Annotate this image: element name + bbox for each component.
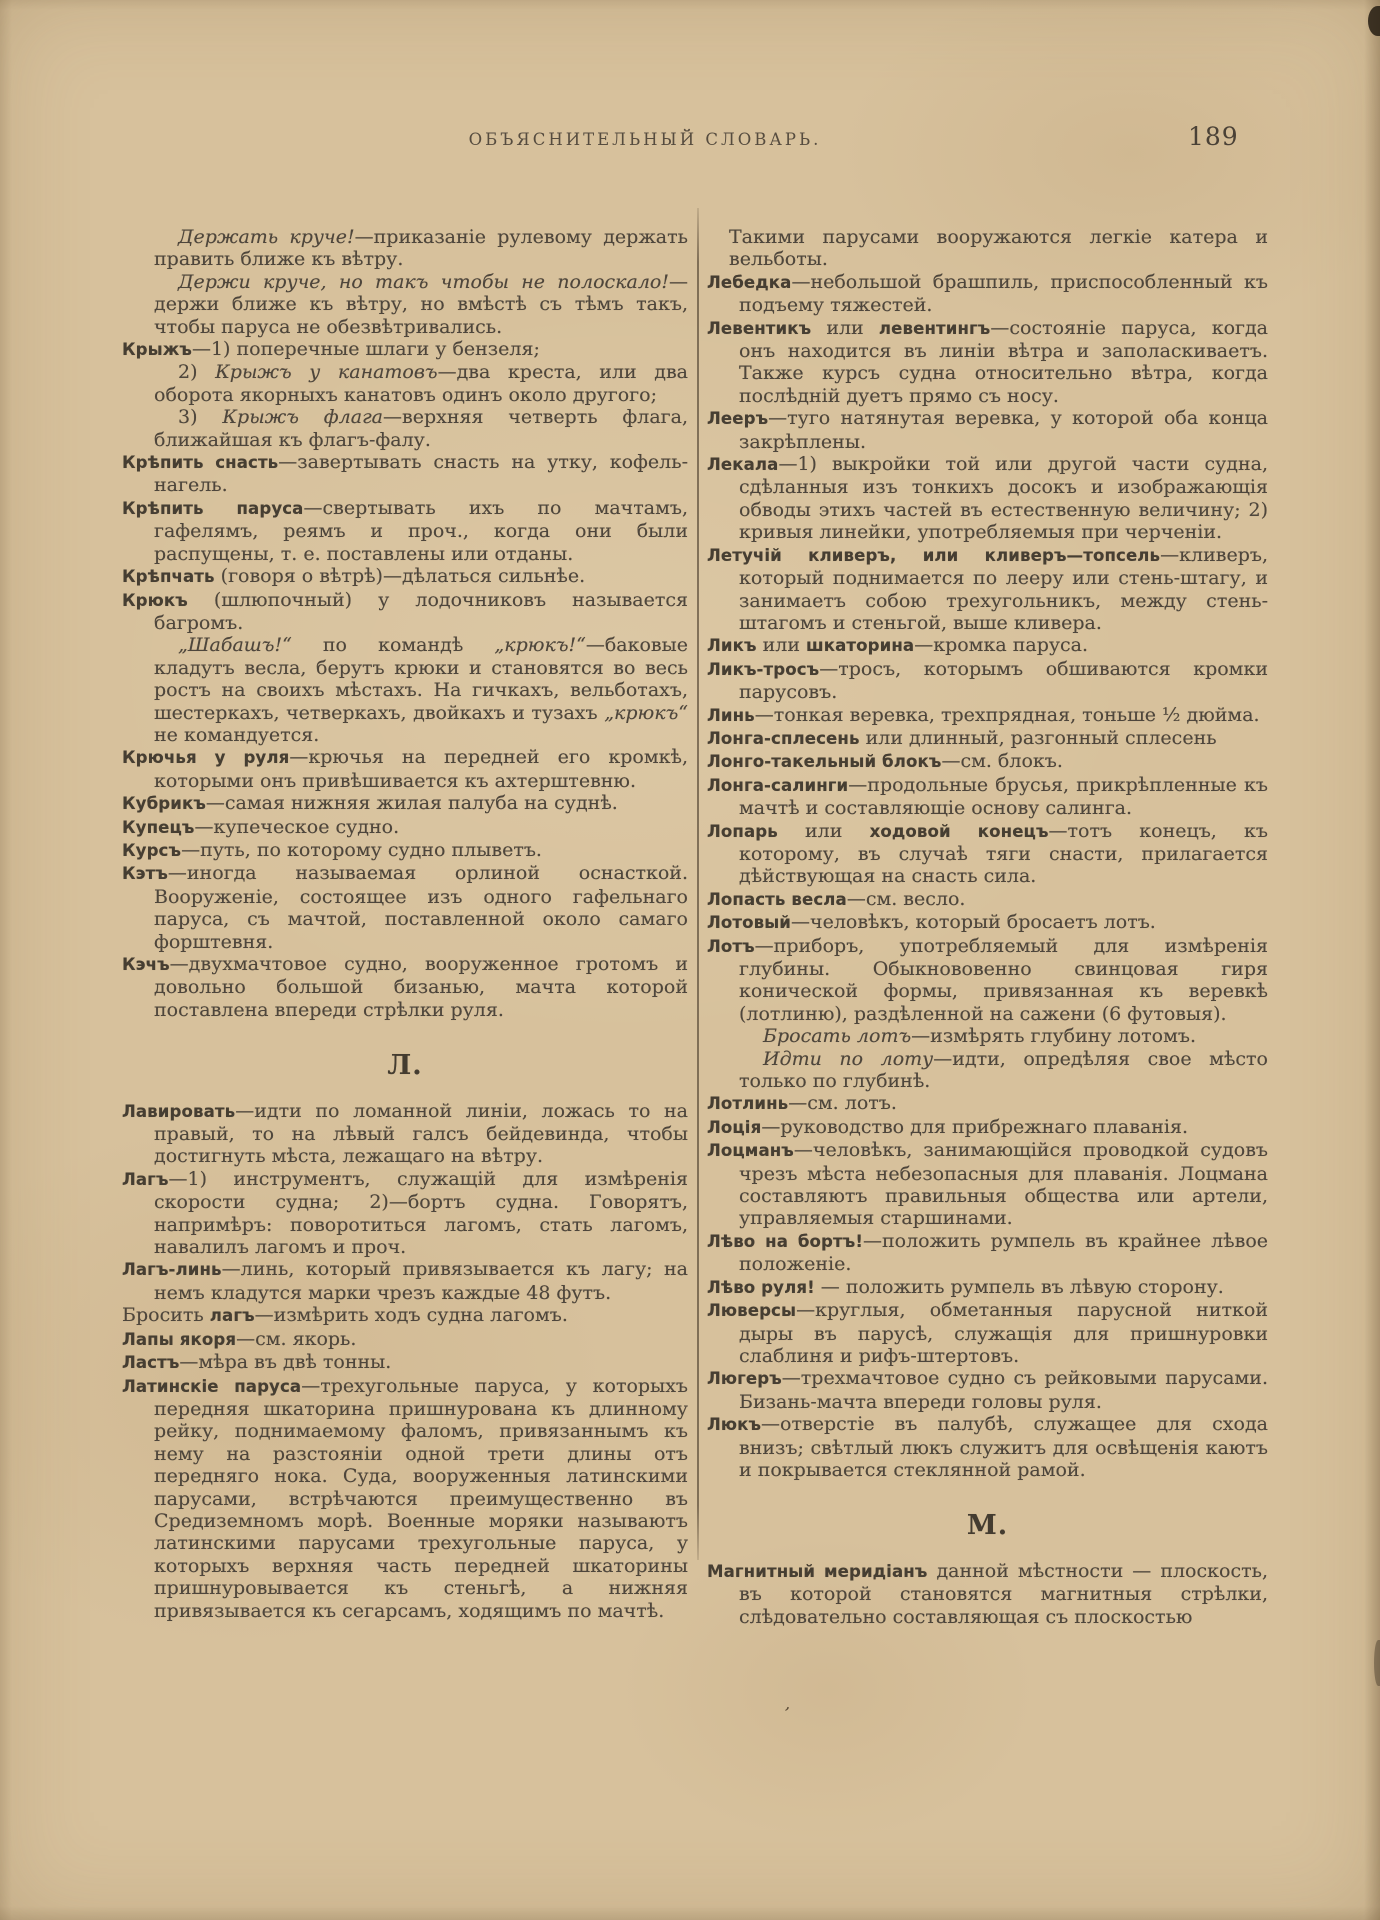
headword: Лонга-салинги (707, 775, 849, 795)
headword: Купецъ (122, 817, 195, 837)
dictionary-entry (707, 727, 1268, 750)
dictionary-entry (122, 792, 688, 815)
definition-text: —отверстіе въ палубѣ, служащее для схода внизъ; свѣтлый люкъ служитъ для освѣщенія каютъ и покрывается стеклянной рамой. (739, 1413, 1268, 1481)
dictionary-entry (122, 1258, 688, 1304)
definition-text: —1) выкройки той или другой части судна, сдѣланныя изъ тонкихъ досокъ и изображающія обводы этихъ частей въ естественную величину; 2) кривыя линейки, употребляемыя при черченіи. (739, 453, 1268, 544)
headword: Лагъ (122, 1169, 169, 1189)
definition-text: —иногда называемая орлиной оснасткой. Вооруженіе, состоящее изъ одного гафельнаго паруса, съ мачтой, поставленной около самаго форштевня. (154, 862, 688, 953)
dictionary-entry (707, 1413, 1268, 1481)
definition-text: —баковые кладутъ весла, берутъ крюки и становятся во весь ростъ на своихъ мѣстахъ. На гичкахъ, вельботахъ, шестеркахъ, четверкахъ, двойкахъ и тузахъ (154, 634, 688, 724)
definition-text: —два креста, или два оборота якорныхъ канатовъ одинъ около другого; (154, 361, 688, 406)
headword: Ликъ (707, 636, 757, 656)
headword: шкаторина (806, 636, 915, 656)
headword: Лавировать (122, 1101, 236, 1121)
headword: Лонга-сплесень (707, 728, 860, 748)
definition-text: —руководство для прибрежнаго плаванія. (761, 1115, 1189, 1138)
dictionary-entry (707, 704, 1268, 727)
definition-text: —человѣкъ, занимающійся проводкой судовъ чрезъ мѣста небезопасныя для плаванія. Лоцмана составляютъ правильныя общества или артели, управляемыя старшинами. (739, 1139, 1268, 1230)
running-head: ОБЪЯСНИТЕЛЬНЫЙ СЛОВАРЬ. (468, 130, 822, 149)
definition-text: или длинный, разгонный сплесень (859, 726, 1217, 749)
definition-text: —путь, по которому судно плыветъ. (181, 838, 542, 861)
headword: Лагъ-линь (122, 1260, 222, 1280)
dictionary-entry (707, 1367, 1268, 1413)
headword: Курсъ (122, 840, 182, 860)
dictionary-entry (707, 750, 1268, 773)
headword: Лѣво на бортъ! (707, 1231, 863, 1251)
headword: Кэтъ (122, 864, 168, 884)
italic-term: Идти по лоту (763, 1047, 934, 1070)
italic-term: „крюкъ“ (604, 701, 688, 724)
definition-text: —тотъ конецъ, къ которому, въ случаѣ тяги снасти, прилагается дѣйствующая на снасть сила. (739, 819, 1268, 888)
headword: Лекала (707, 455, 779, 475)
dictionary-entry (122, 746, 688, 792)
scan-speck-corner (1368, 6, 1380, 36)
definition-text: —свертывать ихъ по мачтамъ, гафелямъ, реямъ и проч., когда они были распущены, т. е. поставлены или отданы. (154, 496, 688, 565)
headword: Лебедка (707, 272, 792, 292)
headword: Кубрикъ (122, 794, 206, 814)
definition-text: (говоря о вѣтрѣ)—дѣлаться сильнѣе. (214, 565, 586, 588)
headword: Лопарь (707, 821, 778, 841)
dictionary-entry (122, 406, 688, 451)
definition-text: или (777, 819, 870, 842)
section-letter-heading: М. (966, 1510, 1009, 1542)
definition-text: —круглыя, обметанныя парусной ниткой дыры въ парусѣ, служащія для пришнуровки слаблиня и рифъ-штертовъ. (739, 1299, 1268, 1367)
dictionary-entry (122, 451, 688, 497)
dictionary-entry (122, 1375, 688, 1622)
definition-text: —приборъ, употребляемый для измѣренія глубины. Обыкнововенно свинцовая гиря конической формы, привязанная къ веревкѣ (лотлиню), раздѣленной на сажени (6 футовыя). (739, 934, 1268, 1025)
headword: Лонго-такельный блокъ (707, 752, 942, 772)
italic-term: Крыжъ у канатовъ (215, 361, 438, 384)
definition-text: —продольные брусья, прикрѣпленные къ мачтѣ и составляющіе основу салинга. (739, 773, 1268, 820)
definition-text: (шлюпочный) у лодочниковъ называется багромъ. (154, 588, 688, 634)
scan-speck-edge (1374, 1640, 1380, 1686)
headword: Летучій кливеръ, или кливеръ—топсель (707, 545, 1161, 565)
headword: ходовой конецъ (869, 821, 1049, 841)
dictionary-entry (122, 1304, 688, 1327)
definition-text: —приказаніе рулевому держать править ближе къ вѣтру. (154, 226, 688, 271)
definition-text: 2) (178, 361, 216, 384)
dictionary-entry (122, 226, 688, 271)
definition-text: —см. блокъ. (941, 750, 1063, 773)
definition-text: —тросъ, которымъ обшиваются кромки парусовъ. (739, 657, 1268, 704)
definition-text: —1) инструментъ, служащій для измѣренія скорости судна; 2)—бортъ судна. Говорятъ, напримѣръ: поворотиться лагомъ, стать лагомъ, навалилъ лагомъ и проч. (154, 1167, 688, 1259)
definition-text: —верхняя четверть флага, ближайшая къ флагъ-фалу. (154, 406, 689, 451)
definition-text: —состояніе паруса, когда онъ находится въ линіи вѣтра и заполаскиваетъ. Также курсъ судна относительно вѣтра, когда послѣдній дуетъ прямо съ носу. (739, 316, 1268, 407)
dictionary-entry (707, 658, 1268, 704)
page-number: 189 (1188, 122, 1239, 151)
definition-text: —кливеръ, который поднимается по лееру или стень-штагу, и занимаетъ собою трехугольникъ, между стень-штагомъ и стеньгой, выше кливера. (739, 543, 1268, 634)
dictionary-entry (122, 839, 688, 862)
dictionary-entry (122, 361, 688, 406)
stray-ink-mark: , (783, 1693, 794, 1715)
headword: левентингъ (878, 318, 991, 338)
definition-text: по командѣ (291, 634, 495, 657)
headword: Лотовый (707, 913, 792, 933)
dictionary-entry (122, 1351, 688, 1374)
definition-text: —см. лотъ. (788, 1092, 897, 1115)
headword: Люверсы (707, 1301, 797, 1321)
dictionary-entry (122, 338, 688, 361)
italic-term: Крыжъ флага (222, 406, 384, 429)
definition-text: —идти, опредѣляя свое мѣсто только по глубинѣ. (739, 1047, 1268, 1093)
dictionary-entry (122, 953, 688, 1021)
definition-text: —см. весло. (846, 887, 966, 910)
definition-text: —человѣкъ, который бросаетъ лотъ. (791, 911, 1156, 934)
dictionary-entry (707, 453, 1268, 544)
definition-text: —1) поперечные шлаги у бензеля; (191, 338, 540, 361)
dictionary-entry (707, 1276, 1268, 1299)
headword: Кэчъ (122, 955, 170, 974)
headword: Ликъ-тросъ (707, 659, 820, 679)
headword: Крѣпчать (122, 567, 215, 587)
definition-text: Такими парусами вооружаются легкіе катера и вельботы. (729, 226, 1268, 271)
definition-text: —завертывать снасть на утку, кофель-нагель. (154, 451, 688, 497)
italic-term: Держи круче, но такъ чтобы не полоскало! (178, 270, 669, 293)
headword: Линь (707, 705, 755, 725)
definition-text: —крючья на передней его кромкѣ, которыми онъ привѣшивается къ ахтерштевню. (154, 746, 688, 792)
definition-text: не командуется. (154, 723, 320, 746)
dictionary-entry (707, 1560, 1268, 1628)
definition-text: —трехмачтовое судно съ рейковыми парусами. Бизань-мачта впереди головы руля. (739, 1367, 1268, 1413)
definition-text: 3) (178, 406, 223, 429)
dictionary-entry (707, 911, 1268, 934)
headword: Лоція (707, 1117, 762, 1137)
dictionary-column-right (707, 226, 1268, 1628)
definition-text: Бросить (122, 1304, 210, 1327)
definition-text: —купеческое судно. (194, 815, 400, 838)
dictionary-entry (707, 774, 1268, 820)
definition-text: —положить румпель въ крайнее лѣвое положеніе. (739, 1229, 1268, 1276)
headword: Крыжъ (122, 340, 192, 360)
headword: Крюкъ (122, 590, 188, 610)
italic-term: „Шабашъ!“ (178, 634, 292, 657)
headword: Лотъ (707, 936, 755, 956)
dictionary-entry (707, 271, 1268, 317)
italic-term: Держать круче! (178, 226, 355, 248)
dictionary-entry (122, 1100, 688, 1168)
dictionary-entry (122, 271, 688, 338)
headword: Крѣпить снасть (122, 453, 279, 473)
definition-text: —линь, который привязывается къ лагу; на немъ кладутся марки чрезъ каждые 48 футъ. (154, 1258, 688, 1304)
headword: Левентикъ (707, 318, 812, 338)
dictionary-entry (707, 317, 1268, 408)
definition-text: —кромка паруса. (914, 634, 1089, 657)
dictionary-entry (122, 634, 688, 746)
headword: Крючья у руля (122, 748, 290, 768)
dictionary-entry (707, 888, 1268, 911)
headword: Лееръ (707, 409, 769, 429)
definition-text: —измѣрять глубину лотомъ. (911, 1025, 1197, 1048)
dictionary-entry (122, 497, 688, 565)
column-divider-rule (697, 208, 699, 1560)
dictionary-entry (122, 589, 688, 635)
headword: Люкъ (707, 1415, 762, 1435)
italic-term: Бросать лотъ (763, 1025, 912, 1048)
dictionary-entry (707, 820, 1268, 888)
headword: Лапы якоря (122, 1329, 237, 1349)
definition-text: —держи ближе къ вѣтру, но вмѣстѣ съ тѣмъ такъ, чтобы паруса не обезвѣтривались. (154, 270, 688, 338)
definition-text: или (811, 316, 879, 339)
headword: лагъ (209, 1306, 255, 1326)
section-letter-heading: Л. (387, 1050, 423, 1082)
definition-text: —двухмачтовое судно, вооруженное гротомъ и довольно большой бизанью, мачта которой поставлена впереди стрѣлки руля. (154, 953, 688, 1021)
headword: Люгеръ (707, 1369, 782, 1389)
headword: Латинскіе паруса (122, 1376, 302, 1396)
dictionary-entry (707, 1092, 1268, 1115)
dictionary-entry (707, 1048, 1268, 1093)
definition-text: —трехугольные паруса, у которыхъ передняя шкаторина пришнурована къ длинному рейку, поднимаемому фаломъ, привязаннымъ къ нему на разстояніи одной трети длины отъ передняго нока. Суда, вооруженныя латинскими парусами, встрѣчаются преимущественно въ Средиземномъ морѣ. Военные моряки называютъ латинскими парусами трехугольные паруса, у которыхъ верхняя часть передней шкаторины пришнуровывается къ стеньгѣ, а нижняя привязывается къ сегарсамъ, ходящимъ по мачтѣ. (154, 1374, 688, 1622)
definition-text: —небольшой брашпиль, приспособленный къ подъему тяжестей. (739, 270, 1268, 317)
dictionary-entry (707, 226, 1268, 271)
dictionary-entry (707, 1139, 1268, 1230)
italic-term: „крюкъ!“ (494, 634, 586, 657)
definition-text: —идти по ломанной линіи, ложась то на правый, то на лѣвый галсъ бейдевинда, чтобы достигнуть мѣста, лежащаго на вѣтру. (154, 1099, 688, 1168)
dictionary-entry (707, 1025, 1268, 1047)
definition-text: данной мѣстности — плоскость, въ которой становятся магнитныя стрѣлки, слѣдовательно составляющая съ плоскостью (739, 1559, 1268, 1628)
dictionary-entry (122, 862, 688, 953)
headword: Лѣво руля! (707, 1277, 815, 1297)
dictionary-column-left (122, 226, 688, 1622)
definition-text: —мѣра въ двѣ тонны. (179, 1351, 392, 1374)
definition-text: или (756, 634, 807, 657)
definition-text: — положить румпель въ лѣвую сторону. (814, 1275, 1224, 1298)
headword: Крѣпить паруса (122, 498, 304, 518)
dictionary-entry (122, 1168, 688, 1259)
dictionary-entry (122, 1328, 688, 1351)
headword: Ластъ (122, 1353, 180, 1373)
definition-text: —тонкая веревка, трехпрядная, тоньше ½ дюйма. (754, 703, 1260, 726)
dictionary-entry (122, 565, 688, 588)
dictionary-entry (122, 816, 688, 839)
dictionary-entry (707, 634, 1268, 657)
definition-text: —см. якорь. (236, 1327, 357, 1350)
dictionary-entry (707, 1116, 1268, 1139)
dictionary-entry (707, 1230, 1268, 1276)
definition-text: —измѣрить ходъ судна лагомъ. (254, 1304, 568, 1327)
dictionary-entry (707, 935, 1268, 1026)
headword: Лопасть весла (707, 889, 847, 909)
definition-text: —самая нижняя жилая палуба на суднѣ. (205, 792, 618, 815)
dictionary-entry (707, 407, 1268, 453)
headword: Лоцманъ (707, 1141, 794, 1161)
dictionary-entry (707, 544, 1268, 635)
definition-text: —туго натянутая веревка, у которой оба конца закрѣплены. (739, 407, 1268, 453)
dictionary-entry (707, 1299, 1268, 1367)
headword: Магнитный меридіанъ (707, 1561, 928, 1581)
headword: Лотлинь (707, 1094, 789, 1114)
